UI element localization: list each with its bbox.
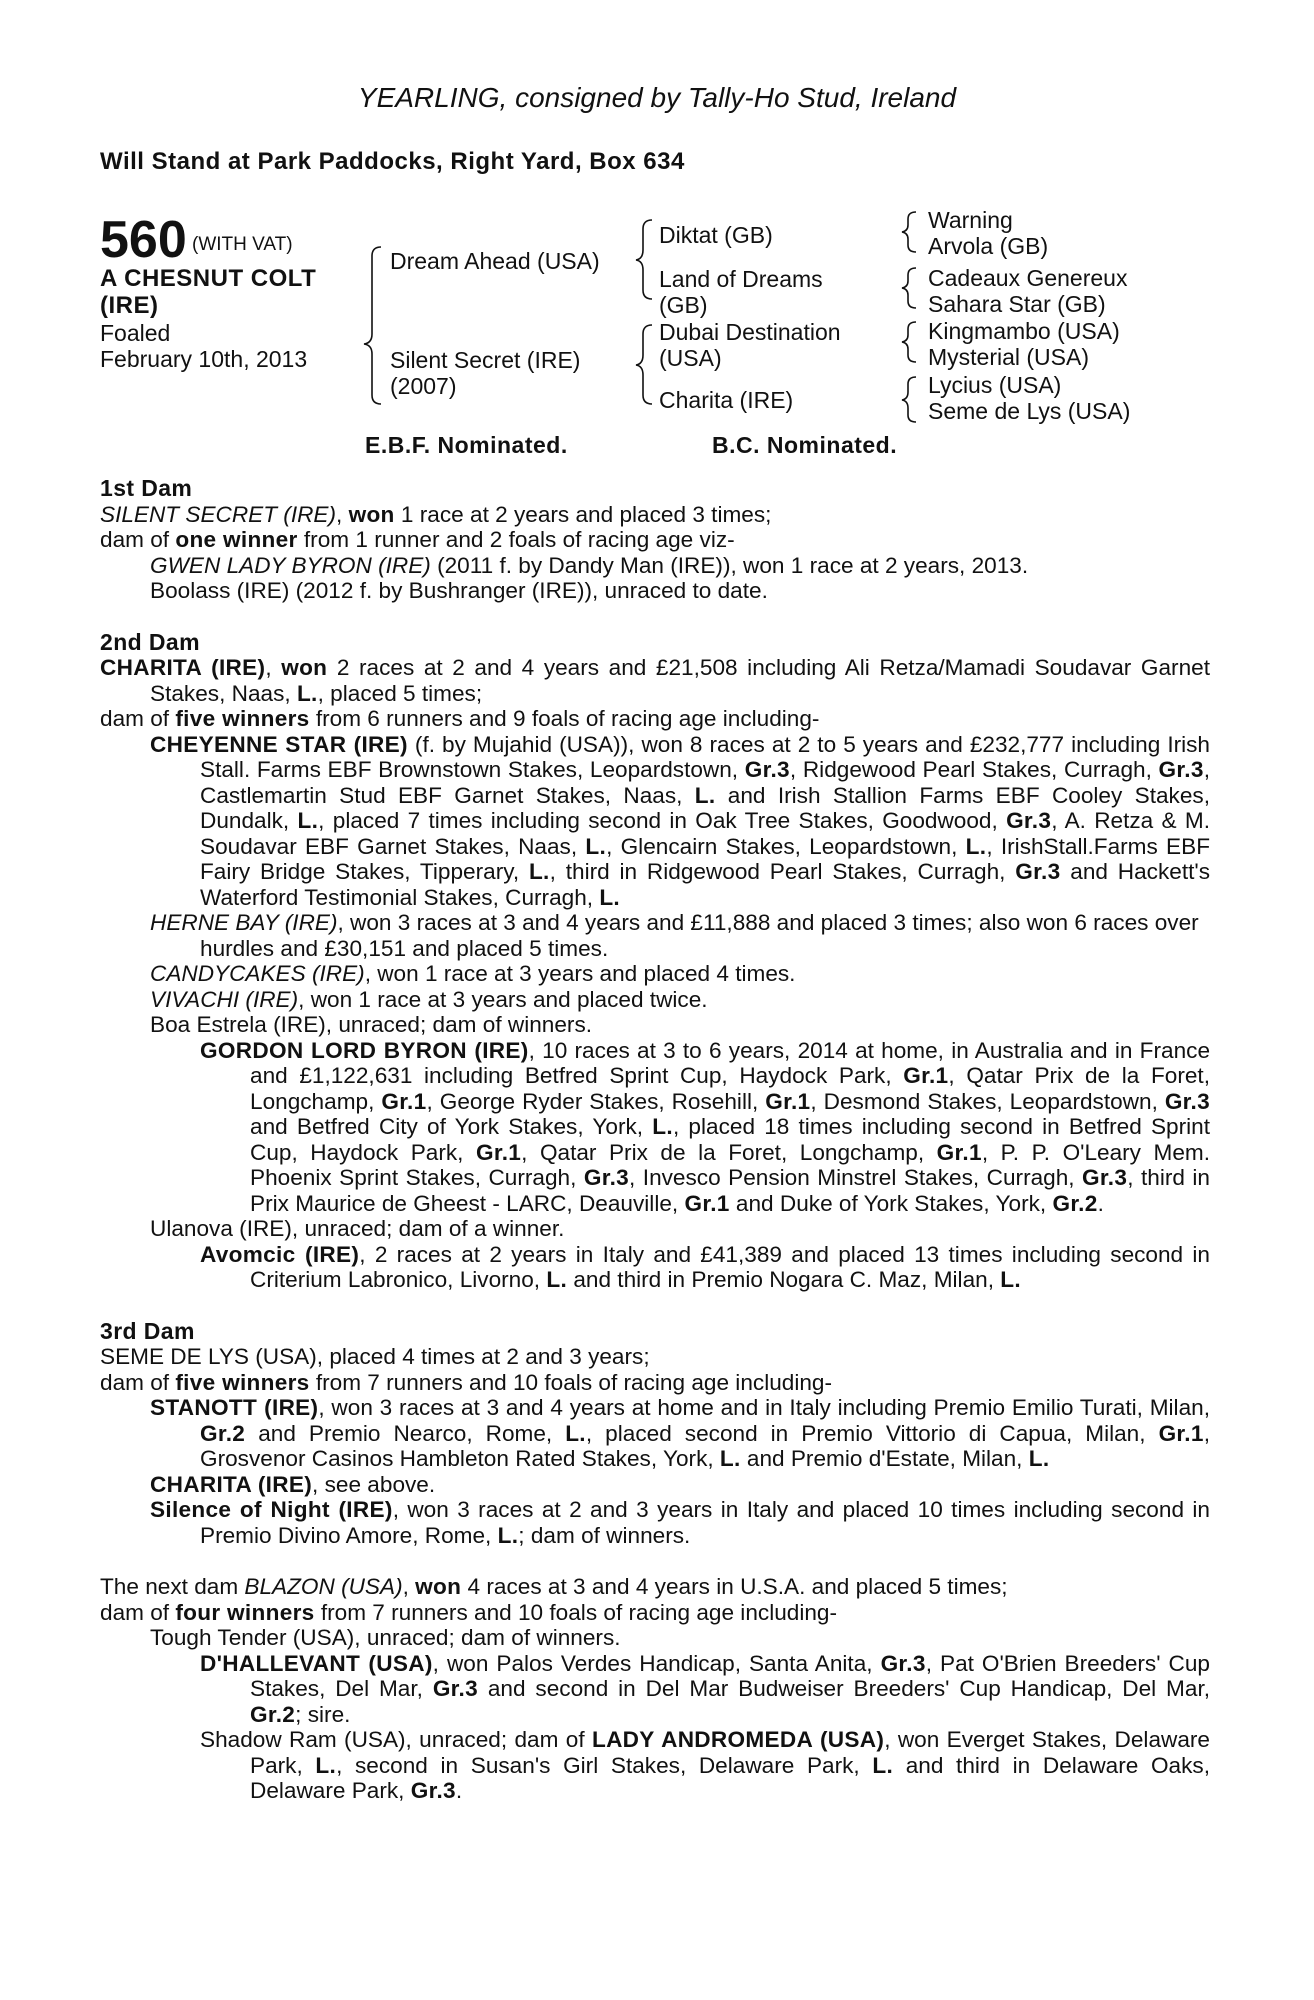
produce-entry: CHEYENNE STAR (IRE) (f. by Mujahid (USA)), won 8 races at 2 to 5 years and £232,777 including Irish Stall. Farms EBF Brownstown Stakes, Leopardstown, Gr.3, Ridgewood Pearl Stakes, Curragh, Gr.3, Castlemartin Stud EBF Garnet Stakes, Naas, L. and Irish Stallion Farms EBF Cooley Stakes, Dundalk, L., placed 7 times including second in Oak Tree Stakes, Goodwood, Gr.3, A. Retza & M. Soudavar EBF Garnet Stakes, Naas, L., Glencairn Stakes, Leopardstown, L., IrishStall.Farms EBF Fairy Bridge Stakes, Tipperary, L., third in Ridgewood Pearl Stakes, Curragh, Gr.3 and Hackett's Waterford Testimonial Stakes, Curragh, L. (150, 731, 1211, 910)
stand-location: Will Stand at Park Paddocks, Right Yard, Box 634 (100, 148, 685, 175)
page-title: YEARLING, consigned by Tally-Ho Stud, Ireland (357, 82, 957, 113)
dam-sire-origin: (USA) (659, 345, 722, 371)
produce-entry: Avomcic (IRE), 2 races at 2 years in Italy and £41,389 and placed 13 times including second in Criterium Labronico, Livorno, L. and third in Premio Nogara C. Maz, Milan, L. (200, 1241, 1210, 1292)
produce-entry: HERNE BAY (IRE), won 3 races at 3 and 4 years and £11,888 and placed 3 times; also won 6 races over hurdles and £30,151 and placed 5 times. (150, 910, 1199, 961)
dam-year: (2007) (390, 373, 457, 399)
dam: Silent Secret (IRE) (390, 347, 581, 373)
next-dam-record: The next dam BLAZON (USA), won 4 races at 3 and 4 years in U.S.A. and placed 5 times; (100, 1574, 1008, 1599)
produce-entry: CANDYCAKES (IRE), won 1 race at 3 years and placed 4 times. (150, 961, 796, 986)
produce-entry: GORDON LORD BYRON (IRE), 10 races at 3 to 6 years, 2014 at home, in Australia and in France and £1,122,631 including Betfred Sprint Cup, Haydock Park, Gr.1, Qatar Prix de la Foret, Longchamp, Gr.1, George Ryder Stakes, Rosehill, Gr.1, Desmond Stakes, Leopardstown, Gr.3 and Betfred City of York Stakes, York, L., placed 18 times including second in Betfred Sprint Cup, Haydock Park, Gr.1, Qatar Prix de la Foret, Longchamp, Gr.1, P. P. O'Leary Mem. Phoenix Sprint Stakes, Curragh, Gr.3, Invesco Pension Minstrel Stakes, Curragh, Gr.3, third in Prix Maurice de Gheest - LARC, Deauville, Gr.1 and Duke of York Stakes, York, Gr.2. (200, 1037, 1211, 1216)
first-dam-heading: 1st Dam (100, 475, 193, 501)
catalogue-body (100, 476, 1210, 1804)
first-dam-produce-summary: dam of one winner from 1 runner and 2 foals of racing age viz- (100, 527, 735, 552)
produce-entry: Silence of Night (IRE), won 3 races at 2 and 3 years in Italy and placed 10 times including second in Premio Divino Amore, Rome, L.; dam of winners. (150, 1497, 1210, 1548)
foaled-label: Foaled (100, 320, 171, 346)
first-dam-record: SILENT SECRET (IRE), won 1 race at 2 years and placed 3 times; (100, 501, 772, 527)
produce-entry: Ulanova (IRE), unraced; dam of a winner. (150, 1216, 565, 1241)
second-dam-record: CHARITA (IRE), won 2 races at 2 and 4 years and £21,508 including Ali Retza/Mamadi Soudavar Garnet Stakes, Naas, L., placed 5 times; (100, 655, 1210, 706)
granddam-1: Arvola (GB) (928, 233, 1049, 259)
produce-entry: Boa Estrela (IRE), unraced; dam of winners. (150, 1012, 593, 1037)
lot-description-origin: (IRE) (100, 292, 159, 319)
sire-dam-origin: (GB) (659, 292, 708, 318)
granddam-4: Seme de Lys (USA) (928, 398, 1131, 424)
grandsire-2: Cadeaux Genereux (928, 265, 1128, 291)
produce-entry: STANOTT (IRE), won 3 races at 3 and 4 years at home and in Italy including Premio Emilio Turati, Milan, Gr.2 and Premio Nearco, Rome, L., placed second in Premio Vittorio di Capua, Milan, Gr.1, Grosvenor Casinos Hambleton Rated Stakes, York, L. and Premio d'Estate, Milan, L. (150, 1395, 1211, 1471)
vat-label: (WITH VAT) (192, 234, 293, 255)
sire: Dream Ahead (USA) (390, 248, 600, 274)
dam-dam: Charita (IRE) (659, 387, 794, 413)
produce-entry: D'HALLEVANT (USA), won Palos Verdes Handicap, Santa Anita, Gr.3, Pat O'Brien Breeders' Cup Stakes, Del Mar, Gr.3 and second in Del Mar Budweiser Breeders' Cup Handicap, Del Mar, Gr.2; sire. (200, 1650, 1210, 1727)
bc-nominated: B.C. Nominated. (712, 432, 898, 458)
lot-description: A CHESNUT COLT (100, 265, 317, 292)
sire-dam: Land of Dreams (659, 266, 823, 292)
granddam-3: Mysterial (USA) (928, 344, 1090, 370)
second-dam-produce-summary: dam of five winners from 6 runners and 9 foals of racing age including- (100, 706, 820, 731)
produce-entry: CHARITA (IRE), see above. (150, 1471, 436, 1497)
third-dam-produce-summary: dam of five winners from 7 runners and 10 foals of racing age including- (100, 1369, 833, 1395)
third-dam-heading: 3rd Dam (100, 1317, 195, 1344)
pedigree-braces (0, 0, 1314, 440)
dam-sire: Dubai Destination (659, 319, 841, 345)
produce-entry: Shadow Ram (USA), unraced; dam of LADY ANDROMEDA (USA), won Everget Stakes, Delaware Park, L., second in Susan's Girl Stakes, Delaware Park, L. and third in Delaware Oaks, Delaware Park, Gr.3. (200, 1727, 1210, 1803)
produce-entry: VIVACHI (IRE), won 1 race at 3 years and placed twice. (150, 986, 708, 1012)
granddam-2: Sahara Star (GB) (928, 291, 1106, 317)
grandsire-3: Kingmambo (USA) (928, 318, 1120, 344)
ebf-nominated: E.B.F. Nominated. (365, 432, 568, 458)
produce-entry: Boolass (IRE) (2012 f. by Bushranger (IRE)), unraced to date. (150, 578, 768, 603)
next-dam-produce-summary: dam of four winners from 7 runners and 10 foals of racing age including- (100, 1599, 838, 1625)
sire-sire: Diktat (GB) (659, 222, 773, 248)
produce-entry: Tough Tender (USA), unraced; dam of winners. (150, 1625, 621, 1650)
produce-entry: GWEN LADY BYRON (IRE) (2011 f. by Dandy Man (IRE)), won 1 race at 2 years, 2013. (150, 552, 1029, 578)
lot-number: 560 (100, 211, 187, 269)
grandsire-1: Warning (928, 207, 1013, 233)
grandsire-4: Lycius (USA) (928, 372, 1062, 398)
third-dam-record: SEME DE LYS (USA), placed 4 times at 2 and 3 years; (100, 1344, 650, 1369)
foaled-date: February 10th, 2013 (100, 346, 308, 372)
second-dam-heading: 2nd Dam (100, 628, 200, 655)
